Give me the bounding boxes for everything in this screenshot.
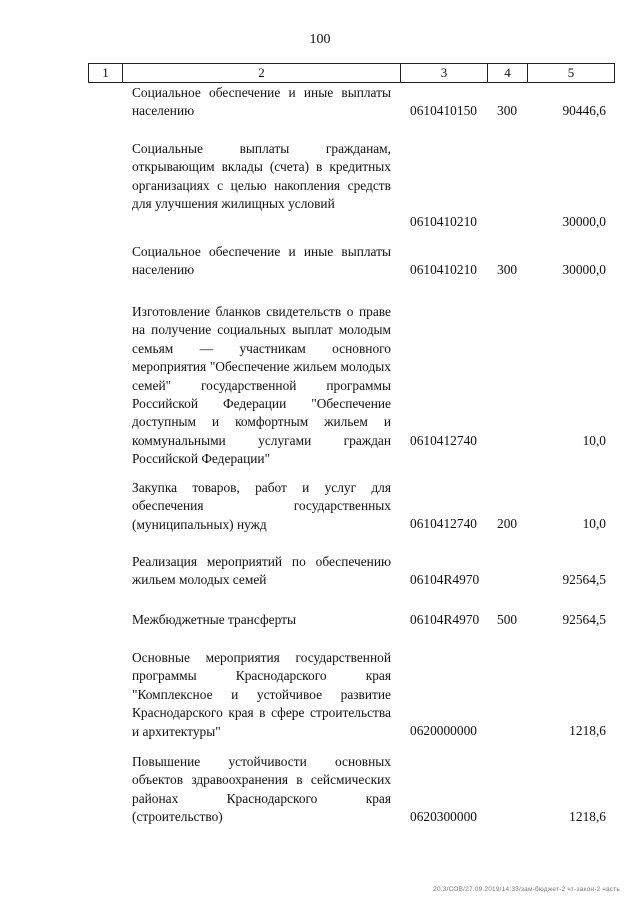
row-amount: 10,0 [582, 433, 606, 448]
row-description: Социальное обеспечение и иные выплаты населению [132, 244, 391, 278]
table-row [0, 601, 640, 639]
table-row [0, 295, 640, 473]
row-target-code: 0610410210 [410, 214, 477, 229]
header-col-5: 5 [567, 65, 575, 80]
row-expense-type: 500 [497, 612, 518, 627]
row-target-code: 0610410150 [410, 103, 477, 118]
row-description: Повышение устойчивости основных объектов здравоохранения в сейсмических районах Краснодарского края (строительство) [132, 754, 391, 825]
row-description: Реализация мероприятий по обеспечению жильем молодых семей [132, 554, 391, 588]
row-description: Социальное обеспечение и иные выплаты населению [132, 85, 391, 119]
row-description: Межбюджетные трансферты [132, 612, 296, 627]
row-target-code: 06104R4970 [410, 572, 480, 587]
table-row [0, 84, 640, 125]
header-col-3: 3 [401, 64, 488, 82]
header-col-2: 2 [123, 64, 401, 82]
row-target-code: 0610412740 [410, 516, 477, 531]
row-description: Основные мероприятия государственной программы Краснодарского края "Комплексное и устойчивое развитие Краснодарского края в сфере строительства и архитектуры" [132, 650, 391, 739]
row-target-code: 06104R4970 [410, 612, 480, 627]
row-target-code: 0610412740 [410, 433, 477, 448]
row-expense-type: 300 [497, 262, 518, 277]
row-amount: 92564,5 [562, 612, 606, 627]
row-amount: 92564,5 [562, 572, 606, 587]
page-number: 100 [309, 32, 331, 47]
row-target-code: 0610410210 [410, 262, 477, 277]
row-description: Изготовление бланков свидетельств о праве на получение социальных выплат молодым семьям — участникам основного мероприятия "Обеспечение жильем молодых семей" государственной программы Российской Федерации "Обеспечение доступным и комфортным жильем и коммунальными услугами граждан Российской Федерации" [132, 304, 391, 467]
table-row [0, 125, 640, 243]
table-row [0, 745, 640, 829]
row-amount: 10,0 [582, 516, 606, 531]
row-description: Социальные выплаты гражданам, открывающим вклады (счета) в кредитных организациях с целью накопления средств для улучшения жилищных условий [132, 141, 391, 212]
table-row [0, 243, 640, 295]
row-amount: 90446,6 [562, 103, 606, 118]
table-header [88, 63, 615, 83]
row-expense-type: 300 [497, 103, 518, 118]
table-row [0, 473, 640, 545]
budget-table-body [0, 84, 640, 829]
row-description: Закупка товаров, работ и услуг для обеспечения государственных (муниципальных) нужд [132, 480, 391, 532]
row-target-code: 0620300000 [410, 809, 477, 824]
table-row [0, 545, 640, 601]
document-footer-note: 20.3/СОВ/27.09.2019/14:33/зам-бюджет-2 чт-закон-2 часть [433, 886, 620, 893]
table-row [0, 639, 640, 745]
row-target-code: 0620000000 [410, 723, 477, 738]
row-amount: 1218,6 [569, 809, 606, 824]
header-col-1: 1 [89, 64, 123, 82]
header-col-4: 4 [488, 64, 528, 82]
row-amount: 30000,0 [562, 262, 606, 277]
row-expense-type: 200 [497, 516, 518, 531]
row-amount: 1218,6 [569, 723, 606, 738]
row-amount: 30000,0 [562, 214, 606, 229]
